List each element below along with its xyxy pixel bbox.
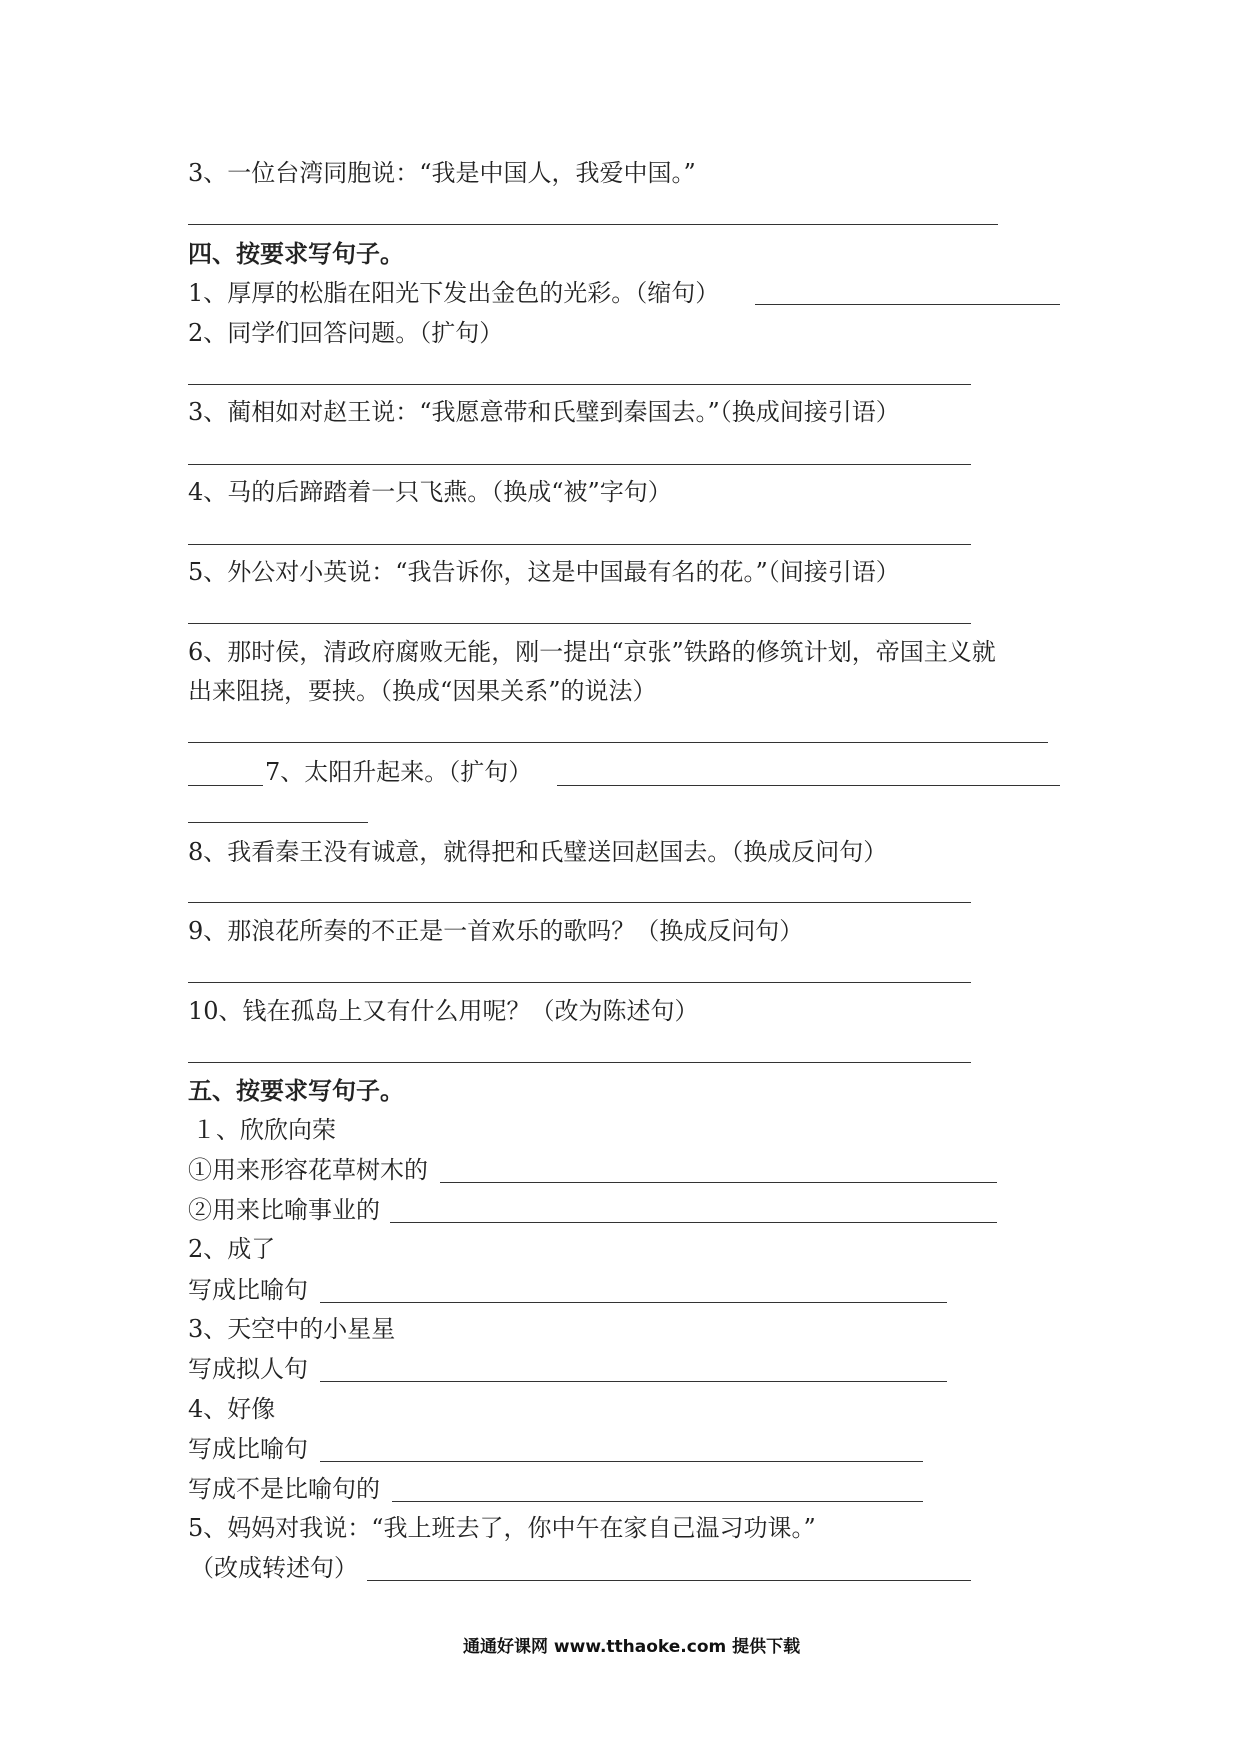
question-4-1: 1、厚厚的松脂在阳光下发出金色的光彩。（缩句）: [188, 279, 720, 307]
answer-line[interactable]: [188, 1062, 971, 1063]
answer-line[interactable]: [188, 623, 971, 624]
question-4-6: 6、那时侯，清政府腐败无能，刚一提出“京张”铁路的修筑计划，帝国主义就: [188, 638, 996, 666]
answer-line[interactable]: [188, 822, 368, 823]
question-4-10: 10、钱在孤岛上又有什么用呢？（改为陈述句）: [188, 997, 699, 1025]
answer-line[interactable]: [390, 1222, 997, 1223]
question-5-5a: （改成转述句）: [190, 1554, 358, 1582]
question-5-5: 5、妈妈对我说：“我上班去了，你中午在家自己温习功课。”: [188, 1514, 816, 1542]
page-footer: 通通好课网 www.tthaoke.com 提供下载: [463, 1637, 801, 1657]
question-5-2: 2、成了: [188, 1235, 276, 1263]
answer-line[interactable]: [188, 742, 1048, 743]
question-5-1a: ①用来形容花草树木的: [188, 1156, 428, 1184]
question-4-2: 2、同学们回答问题。（扩句）: [188, 319, 504, 347]
answer-line[interactable]: [557, 785, 1060, 786]
answer-line[interactable]: [188, 544, 971, 545]
question-4-5: 5、外公对小英说：“我告诉你，这是中国最有名的花。”（间接引语）: [188, 558, 900, 586]
question-4-9: 9、那浪花所奏的不正是一首欢乐的歌吗？（换成反问句）: [188, 917, 804, 945]
question-4-8: 8、我看秦王没有诚意，就得把和氏璧送回赵国去。（换成反问句）: [188, 838, 888, 866]
question-5-4b: 写成不是比喻句的: [188, 1475, 380, 1503]
question-5-1: １、欣欣向荣: [192, 1116, 336, 1144]
question-4-4: 4、马的后蹄踏着一只飞燕。（换成“被”字句）: [188, 478, 672, 506]
question-5-4: 4、好像: [188, 1395, 276, 1423]
question-4-3: 3、蔺相如对赵王说：“我愿意带和氏璧到秦国去。”（换成间接引语）: [188, 398, 900, 426]
question-5-1b: ②用来比喻事业的: [188, 1196, 380, 1224]
answer-line[interactable]: [188, 785, 263, 786]
question-4-7: 7、太阳升起来。（扩句）: [265, 758, 533, 786]
answer-line[interactable]: [320, 1302, 947, 1303]
question-5-3: 3、天空中的小星星: [188, 1315, 396, 1343]
answer-line[interactable]: [188, 902, 971, 903]
question-5-2a: 写成比喻句: [188, 1276, 308, 1304]
question-5-4a: 写成比喻句: [188, 1435, 308, 1463]
answer-line[interactable]: [320, 1381, 947, 1382]
question-5-3a: 写成拟人句: [188, 1355, 308, 1383]
answer-line[interactable]: [320, 1461, 923, 1462]
section-4-title: 四、按要求写句子。: [188, 239, 404, 268]
question-4-6-cont: 出来阻挠，要挟。（换成“因果关系”的说法）: [188, 677, 657, 705]
question-3-3: 3、一位台湾同胞说：“我是中国人，我爱中国。”: [188, 159, 696, 187]
answer-line[interactable]: [188, 384, 971, 385]
answer-line[interactable]: [188, 464, 971, 465]
answer-line[interactable]: [755, 304, 1060, 305]
answer-line[interactable]: [392, 1501, 923, 1502]
answer-line[interactable]: [188, 224, 998, 225]
section-5-title: 五、按要求写句子。: [188, 1076, 404, 1105]
answer-line[interactable]: [440, 1182, 997, 1183]
answer-line[interactable]: [188, 982, 971, 983]
answer-line[interactable]: [367, 1580, 971, 1581]
